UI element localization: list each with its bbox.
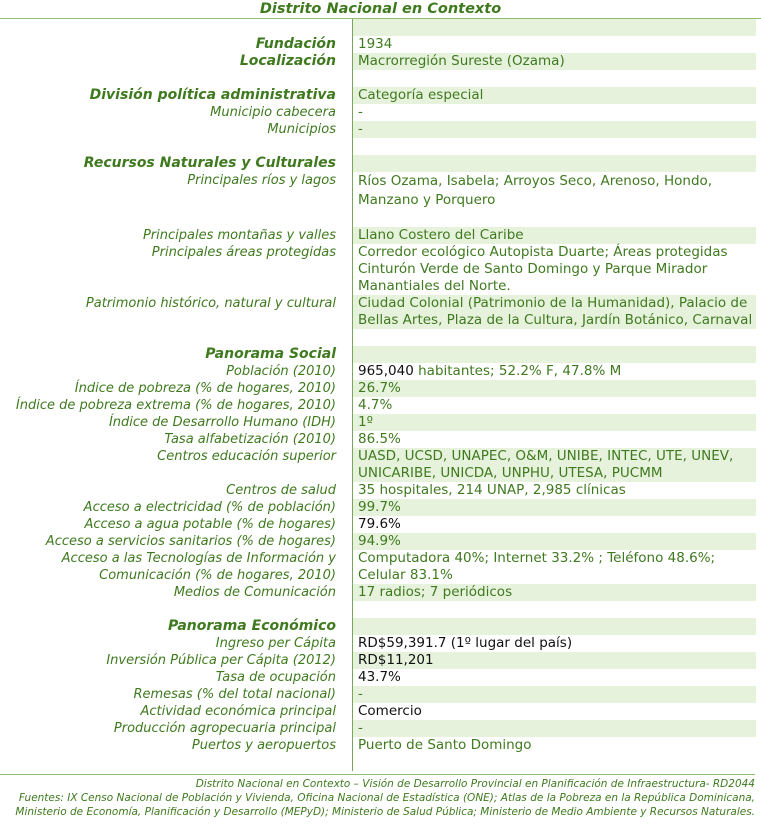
- table-row: [0, 210, 761, 227]
- row-value: 79.6%: [352, 516, 756, 533]
- table-row: [0, 754, 761, 771]
- table-row: [0, 329, 761, 346]
- row-value: [352, 70, 756, 87]
- row-value: Llano Costero del Caribe: [352, 227, 756, 244]
- row-label: División política administrativa: [89, 87, 336, 103]
- row-value: Categoría especial: [352, 87, 756, 104]
- table-row: [0, 584, 761, 601]
- row-value: [352, 618, 756, 635]
- row-value: [352, 346, 756, 363]
- row-value: RD$11,201: [352, 652, 756, 669]
- table-row: [0, 346, 761, 363]
- row-label: Tasa alfabetización (2010): [164, 432, 336, 447]
- row-label: Producción agropecuaria principal: [113, 721, 336, 736]
- row-label: [0, 19, 344, 36]
- table-row: [0, 516, 761, 533]
- footer-line-2: Fuentes: IX Censo Nacional de Población y Vivienda, Oficina Nacional de Estadística (ONE); Atlas de la Pobreza en la República Dominicana,: [18, 792, 755, 804]
- row-value: RD$59,391.7 (1º lugar del país): [352, 635, 756, 652]
- row-label: Ingreso per Cápita: [215, 636, 336, 651]
- row-value: [352, 138, 756, 155]
- row-value: Puerto de Santo Domingo: [352, 737, 756, 754]
- row-value: 4.7%: [352, 397, 756, 414]
- row-label: [0, 601, 344, 618]
- table-row: [0, 431, 761, 448]
- footer-line-3: Ministerio de Economía, Planificación y Desarrollo (MEPyD); Ministerio de Salud Pública; Ministerio de Medio Ambiente y Recursos Naturales.: [15, 806, 755, 818]
- row-value: [352, 363, 756, 380]
- row-label: Puertos y aeropuertos: [191, 738, 336, 753]
- table-row: [0, 53, 761, 70]
- row-label: [0, 329, 344, 346]
- row-label: Acceso a agua potable (% de hogares): [84, 517, 336, 532]
- table-row: [0, 499, 761, 516]
- row-value: Comercio: [352, 703, 756, 720]
- row-label: Acceso a electricidad (% de población): [83, 500, 336, 515]
- table-row: [0, 363, 761, 380]
- row-value: -: [352, 121, 756, 138]
- row-value: Corredor ecológico Autopista Duarte; Áreas protegidas Cinturón Verde de Santo Domingo y Parque Mirador Manantiales del Norte.: [352, 244, 756, 295]
- table-row: [0, 482, 761, 499]
- table-row: [0, 87, 761, 104]
- table-row: [0, 380, 761, 397]
- row-value: Macrorregión Sureste (Ozama): [352, 53, 756, 70]
- row-label: [0, 70, 344, 87]
- row-label: Acceso a servicios sanitarios (% de hogares): [45, 534, 336, 549]
- row-label: Principales montañas y valles: [142, 228, 336, 243]
- row-label: Municipio cabecera: [210, 105, 336, 120]
- table-row: [0, 720, 761, 737]
- table-row: [0, 601, 761, 618]
- row-label: Índice de Desarrollo Humano (IDH): [108, 415, 336, 430]
- footer-line-1: Distrito Nacional en Contexto – Visión de Desarrollo Provincial en Planificación de Infraestructura- RD2044: [195, 778, 755, 790]
- row-value: UASD, UCSD, UNAPEC, O&M, UNIBE, INTEC, UTE, UNEV, UNICARIBE, UNICDA, UNPHU, UTESA, PUCMM: [352, 448, 756, 482]
- row-label: Recursos Naturales y Culturales: [83, 155, 336, 171]
- table-row: [0, 652, 761, 669]
- row-value: [352, 155, 756, 172]
- row-label: Centros educación superior: [157, 449, 336, 464]
- row-value: 26.7%: [352, 380, 756, 397]
- row-label: Índice de pobreza extrema (% de hogares, 2010): [15, 398, 336, 413]
- row-label: Tasa de ocupación: [215, 670, 336, 685]
- row-value-highlight: 965,040: [358, 363, 414, 379]
- row-value: [352, 19, 756, 36]
- table-row: [0, 550, 761, 584]
- row-label: Centros de salud: [226, 483, 336, 498]
- row-label: Remesas (% del total nacional): [133, 687, 336, 702]
- row-label: Medios de Comunicación: [173, 585, 336, 600]
- table-row: [0, 686, 761, 703]
- table-row: [0, 533, 761, 550]
- table-row: [0, 70, 761, 87]
- table-row: [0, 104, 761, 121]
- table-row: [0, 737, 761, 754]
- row-value: -: [352, 104, 756, 121]
- row-value: 86.5%: [352, 431, 756, 448]
- table-row: [0, 669, 761, 686]
- row-value: Ríos Ozama, Isabela; Arroyos Seco, Arenoso, Hondo, Manzano y Porquero: [352, 172, 756, 210]
- row-label: Principales ríos y lagos: [187, 173, 336, 188]
- table-row: [0, 397, 761, 414]
- row-label: Panorama Económico: [167, 618, 336, 634]
- table-row: [0, 155, 761, 172]
- row-label: [0, 754, 344, 771]
- document-title: Distrito Nacional en Contexto: [0, 0, 761, 19]
- row-value: Ciudad Colonial (Patrimonio de la Humanidad), Palacio de Bellas Artes, Plaza de la Cultura, Jardín Botánico, Carnaval: [352, 295, 756, 329]
- row-label: Principales áreas protegidas: [151, 245, 336, 260]
- table-row: [0, 138, 761, 155]
- row-value: [352, 601, 756, 618]
- row-value: 99.7%: [352, 499, 756, 516]
- row-value: 43.7%: [352, 669, 756, 686]
- row-value: 17 radios; 7 periódicos: [352, 584, 756, 601]
- row-label: Actividad económica principal: [140, 704, 336, 719]
- row-label: Patrimonio histórico, natural y cultural: [85, 296, 336, 311]
- row-value: -: [352, 686, 756, 703]
- row-value: [352, 329, 756, 346]
- table-row: [0, 244, 761, 295]
- table-row: [0, 703, 761, 720]
- table-row: [0, 172, 761, 210]
- row-value: 35 hospitales, 214 UNAP, 2,985 clínicas: [352, 482, 756, 499]
- row-label: Panorama Social: [205, 346, 336, 362]
- row-value: 1º: [352, 414, 756, 431]
- row-value: [352, 210, 756, 227]
- data-table: [0, 19, 761, 771]
- table-row: [0, 295, 761, 329]
- table-row: [0, 448, 761, 482]
- row-label: Acceso a las Tecnologías de Información y Comunicación (% de hogares, 2010): [61, 551, 336, 583]
- row-value: 94.9%: [352, 533, 756, 550]
- row-label: Población (2010): [226, 364, 336, 379]
- row-value: [352, 754, 756, 771]
- table-row: [0, 618, 761, 635]
- table-row: [0, 414, 761, 431]
- table-row: [0, 121, 761, 138]
- row-label: Fundación: [255, 36, 336, 52]
- row-label: Municipios: [267, 122, 336, 137]
- row-label: Inversión Pública per Cápita (2012): [106, 653, 336, 668]
- table-row: [0, 19, 761, 36]
- row-label: Localización: [239, 53, 336, 69]
- row-value: -: [352, 720, 756, 737]
- table-row: [0, 635, 761, 652]
- row-label: [0, 138, 344, 155]
- row-label: [0, 210, 344, 227]
- table-row: [0, 36, 761, 53]
- table-row: [0, 227, 761, 244]
- row-label: Índice de pobreza (% de hogares, 2010): [74, 381, 336, 396]
- row-value-text: habitantes; 52.2% F, 47.8% M: [413, 363, 622, 379]
- row-value: 1934: [352, 36, 756, 53]
- footer: [0, 774, 755, 819]
- row-value: Computadora 40%; Internet 33.2% ; Teléfono 48.6%; Celular 83.1%: [352, 550, 756, 584]
